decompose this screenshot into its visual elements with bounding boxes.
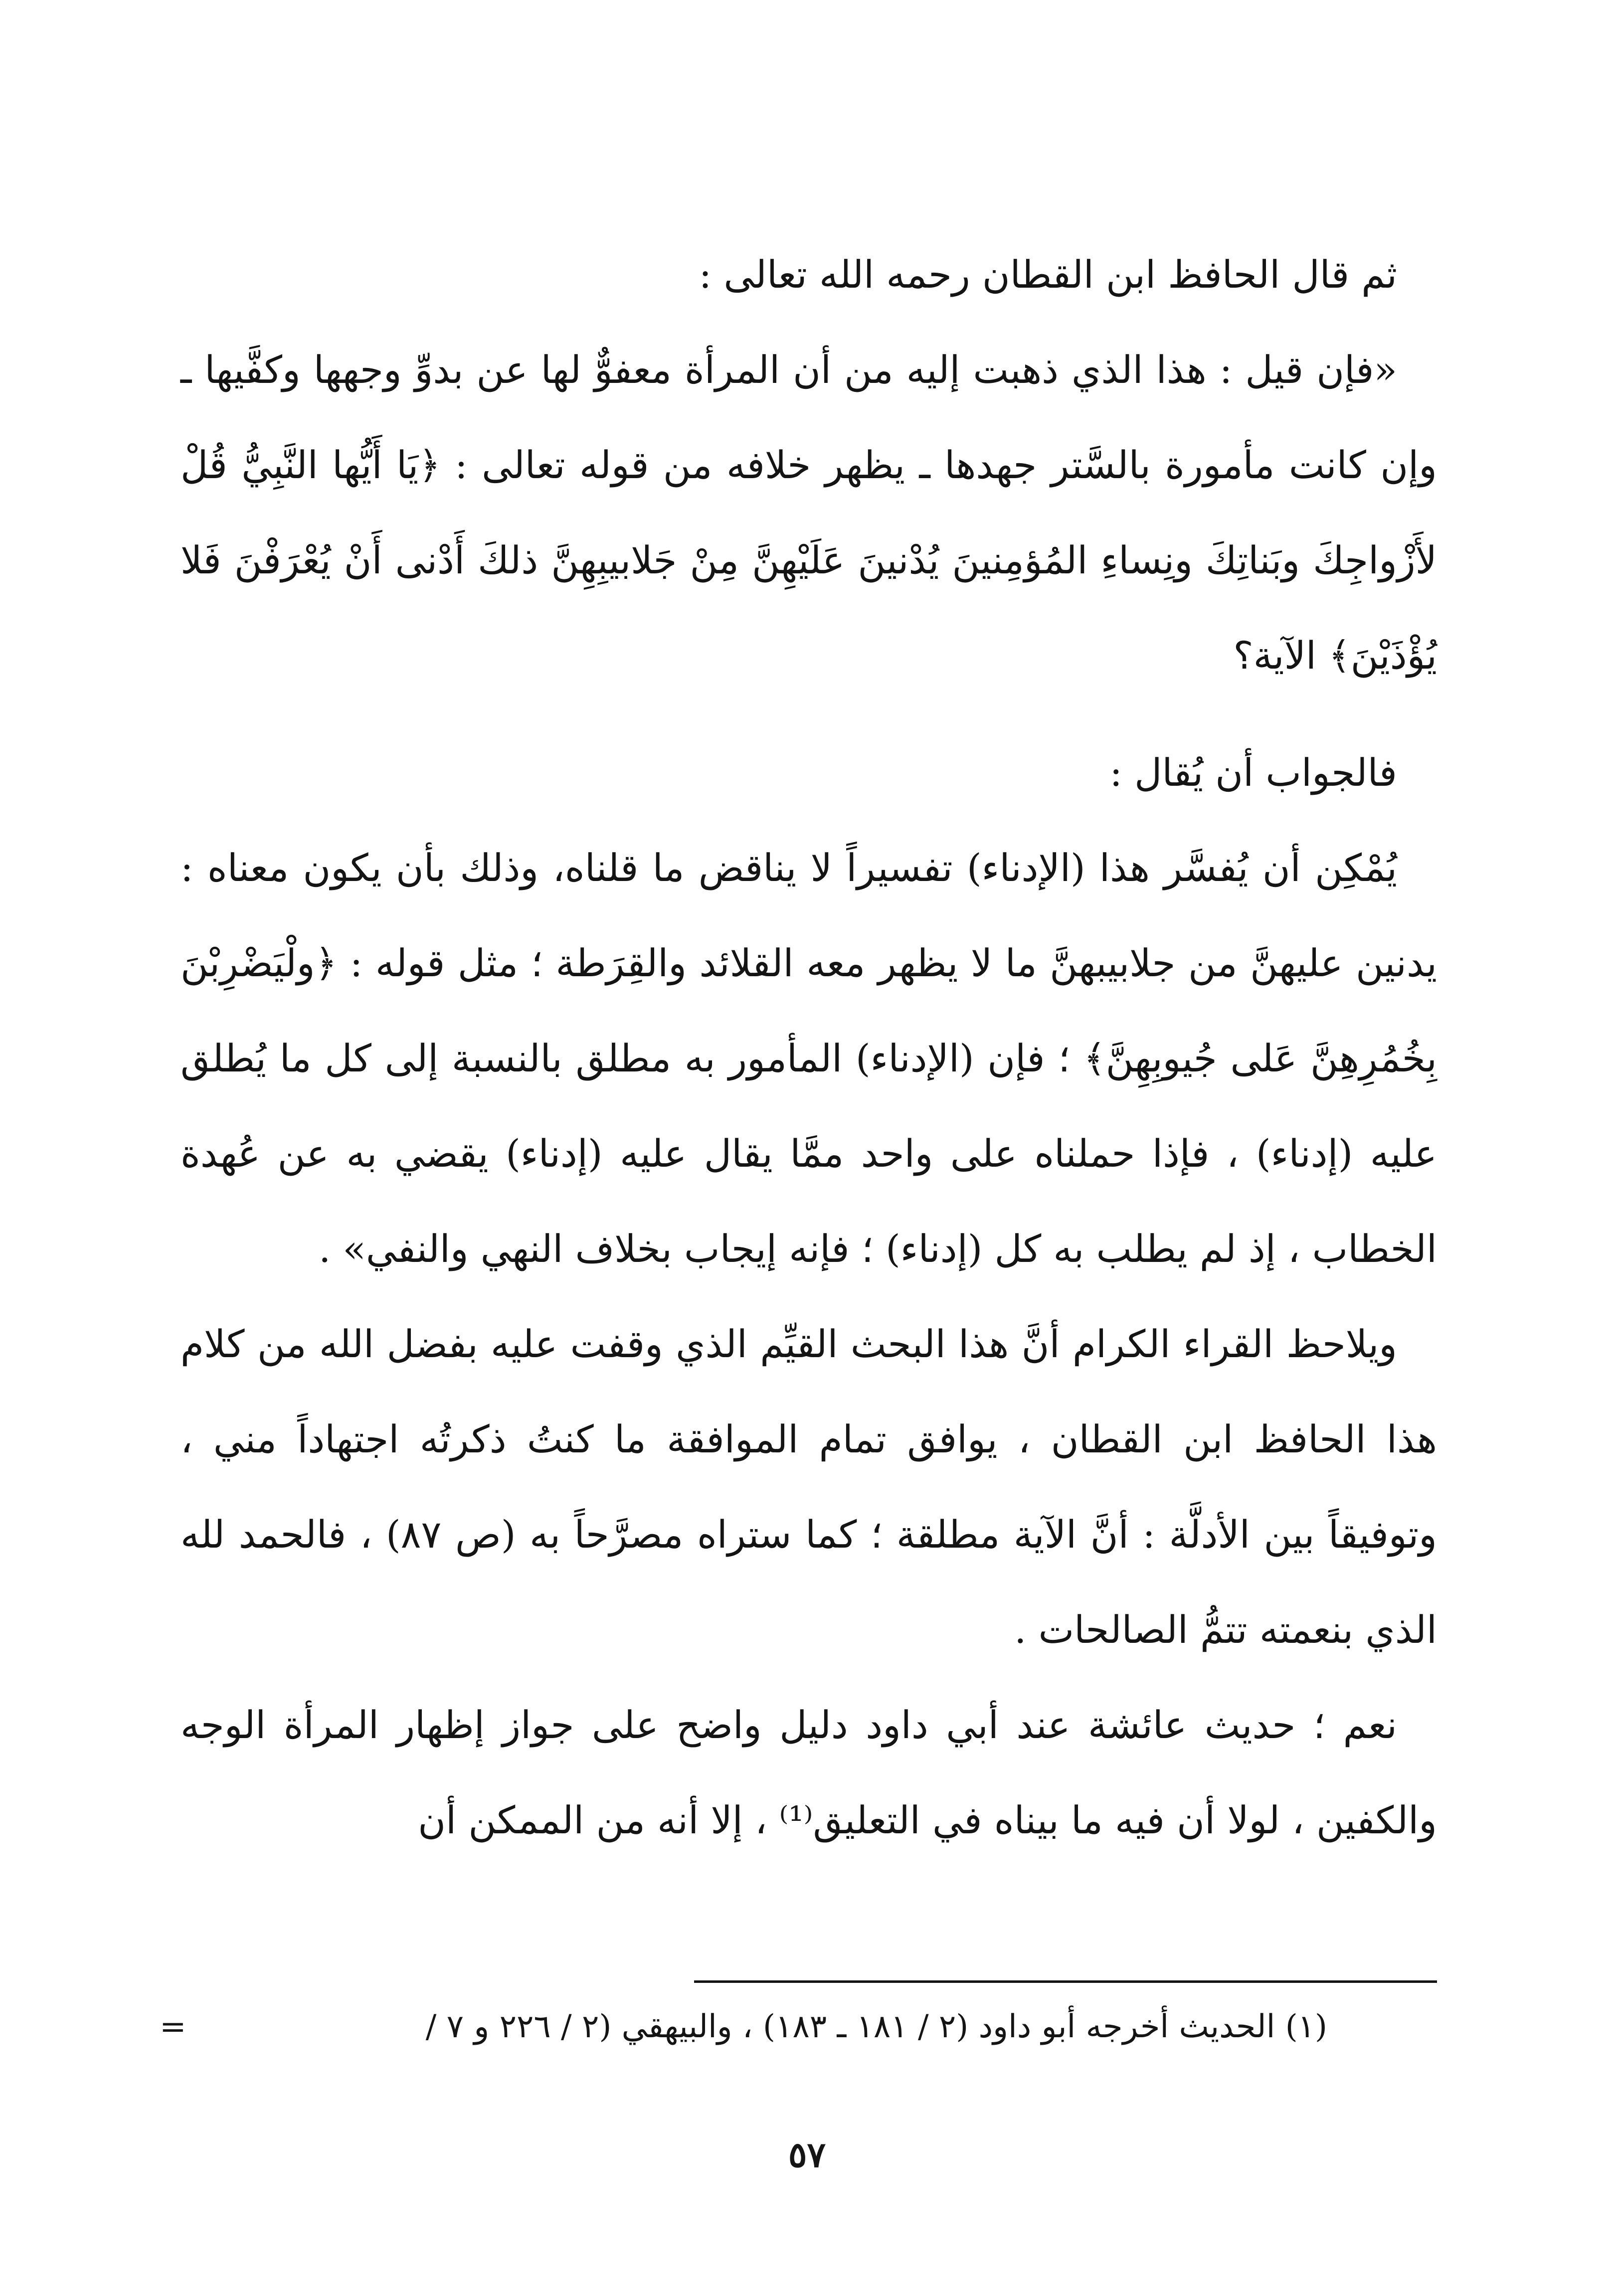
paragraph-answer: يُمْكِن أن يُفسَّر هذا (الإدناء) تفسيراً لا يناقض ما قلناه، وذلك بأن يكون معناه : يدنين عليهنَّ من جلابيبهنَّ ما لا يظهر معه القلائد والقِرَطة ؛ مثل قوله : ﴿ولْيَضْرِبْنَ بِخُمُرِهِنَّ عَلى جُيوبِهِنَّ﴾ ؛ فإن (الإدناء) المأمور به مطلق بالنسبة إلى كل ما يُطلق عليه (إدناء) ، فإذا حملناه على واحد ممَّا يقال عليه (إدناء) يقضي به عن عُهدة الخطاب ، إذ لم يطلب به كل (إدناء) ؛ فإنه إيجاب بخلاف النهي والنفي» . <box>180 846 1437 1271</box>
paragraph-hadith: نعم ؛ حديث عائشة عند أبي داود دليل واضح على جواز إظهار المرأة الوجه والكفين ، لولا أن فيه ما بيناه في التعليق⁽¹⁾ ، إلا أنه من الممكن أن <box>180 1703 1437 1842</box>
paragraph-answer-heading: فالجواب أن يُقال : <box>1109 750 1397 795</box>
footnote-divider <box>694 1980 1437 1983</box>
footnote-continuation-mark: = <box>160 2008 186 2045</box>
paragraph-objection: «فإن قيل : هذا الذي ذهبت إليه من أن المرأة معفوٌّ لها عن بدوِّ وجهها وكفَّيها ـ وإن كانت مأمورة بالسَّتر جهدها ـ يظهر خلافه من قوله تعالى : ﴿يَا أَيُّها النَّبِيُّ قُلْ لأَزْواجِكَ وبَناتِكَ ونِساءِ المُؤمِنينَ يُدْنينَ عَلَيْهِنَّ مِنْ جَلابيبِهِنَّ ذلكَ أَدْنى أَنْ يُعْرَفْنَ فَلا يُؤْذَيْنَ﴾ الآية؟ <box>180 348 1437 678</box>
main-text <box>180 227 1437 1868</box>
paragraph-commentary: ويلاحظ القراء الكرام أنَّ هذا البحث القيِّم الذي وقفت عليه بفضل الله من كلام هذا الحافظ ابن القطان ، يوافق تمام الموافقة ما كنتُ ذكرتُه اجتهاداً مني ، وتوفيقاً بين الأدلَّة : أنَّ الآية مطلقة ؛ كما ستراه مصرَّحاً به (ص ٨٧) ، فالحمد لله الذي بنعمته تتمُّ الصالحات . <box>180 1322 1437 1652</box>
paragraph-intro: ثم قال الحافظ ابن القطان رحمه الله تعالى : <box>699 252 1397 297</box>
footnote: (١) الحديث أخرجه أبو داود (٢ / ١٨١ ـ ١٨٣) ، والبيهقي (٢ / ٢٢٦ و ٧ / <box>425 2008 1327 2045</box>
page-number: ٥٧ <box>788 2134 826 2175</box>
